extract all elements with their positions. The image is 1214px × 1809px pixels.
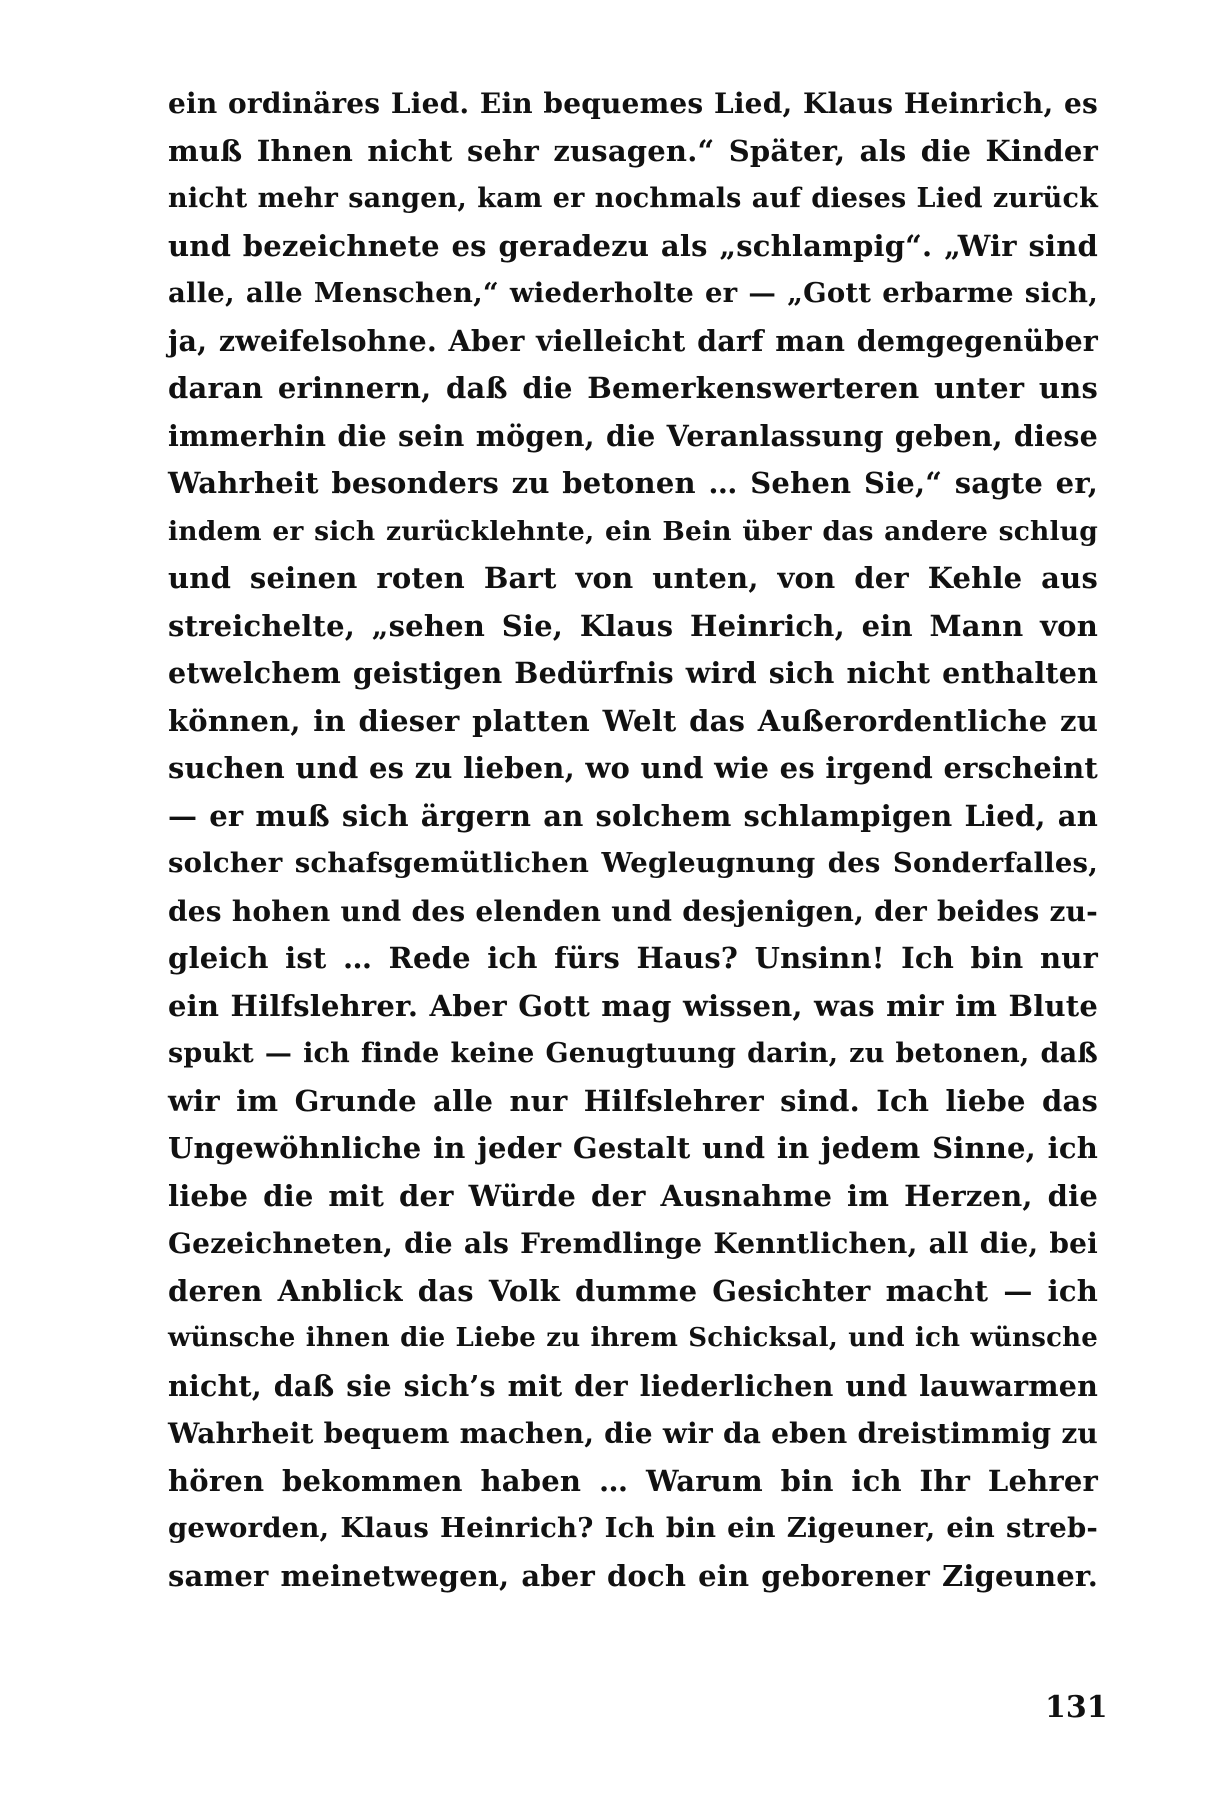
text-line: ja, zweifelsohne. Aber vielleicht darf man demgegenüber: [168, 323, 1098, 358]
text-line: gleich ist … Rede ich fürs Haus? Unsinn! Ich bin nur: [168, 941, 1098, 975]
text-line: nicht mehr sangen, kam er nochmals auf dieses Lied zurück: [168, 183, 1098, 214]
text-line: solcher schafsgemütlichen Wegleugnung des Sonderfalles,: [168, 847, 1098, 879]
text-line: Ungewöhnliche in jeder Gestalt und in jedem Sinne, ich: [168, 1131, 1098, 1165]
text-line: und seinen roten Bart von unten, von der Kehle aus: [168, 561, 1098, 595]
text-line: immerhin die sein mögen, die Veranlassung geben, diese: [168, 418, 1098, 453]
page-number: 131: [1045, 1690, 1108, 1725]
text-line: streichelte, „sehen Sie, Klaus Heinrich, ein Mann von: [168, 608, 1098, 643]
text-line: daran erinnern, daß die Bemerkenswerteren unter uns: [168, 371, 1098, 405]
text-line: spukt — ich finde keine Genugtuung darin, zu betonen, daß: [168, 1038, 1098, 1069]
text-line: wünsche ihnen die Liebe zu ihrem Schicksal, und ich wünsche: [168, 1323, 1098, 1353]
text-line: liebe die mit der Würde der Ausnahme im Herzen, die: [168, 1178, 1098, 1213]
text-line: können, in dieser platten Welt das Außerordentliche zu: [168, 703, 1098, 738]
text-line: suchen und es zu lieben, wo und wie es irgend erscheint: [168, 751, 1098, 785]
text-line: Wahrheit bequem machen, die wir da eben dreistimmig zu: [168, 1417, 1098, 1450]
text-line: des hohen und des elenden und desjenigen, der beides zu-: [168, 894, 1098, 928]
text-line: wir im Grunde alle nur Hilfslehrer sind. Ich liebe das: [168, 1083, 1098, 1118]
text-line: und bezeichnete es geradezu als „schlampig“. „Wir sind: [168, 228, 1098, 263]
text-line: samer meinetwegen, aber doch ein geborener Zigeuner.: [168, 1558, 1098, 1593]
body-text: [168, 80, 1098, 1600]
text-line: nicht, daß sie sich’s mit der liederlichen und lauwarmen: [168, 1368, 1098, 1403]
text-line: hören bekommen haben … Warum bin ich Ihr Lehrer: [168, 1463, 1098, 1498]
text-line: Gezeichneten, die als Fremdlinge Kenntlichen, all die, bei: [168, 1227, 1098, 1260]
text-line: Wahrheit besonders zu betonen … Sehen Sie,“ sagte er,: [168, 466, 1098, 500]
text-line: alle, alle Menschen,“ wiederholte er — „Gott erbarme sich,: [168, 277, 1098, 309]
text-line: ein Hilfslehrer. Aber Gott mag wissen, was mir im Blute: [168, 988, 1098, 1023]
text-line: muß Ihnen nicht sehr zusagen.“ Später, als die Kinder: [168, 133, 1098, 168]
text-line: deren Anblick das Volk dumme Gesichter macht — ich: [168, 1273, 1098, 1308]
text-line: indem er sich zurücklehnte, ein Bein über das andere schlug: [168, 515, 1098, 547]
text-line: ein ordinäres Lied. Ein bequemes Lied, Klaus Heinrich, es: [168, 87, 1098, 120]
text-line: — er muß sich ärgern an solchem schlampigen Lied, an: [168, 798, 1098, 833]
text-line: geworden, Klaus Heinrich? Ich bin ein Zigeuner, ein streb-: [168, 1512, 1098, 1544]
text-line: etwelchem geistigen Bedürfnis wird sich nicht enthalten: [168, 656, 1098, 690]
